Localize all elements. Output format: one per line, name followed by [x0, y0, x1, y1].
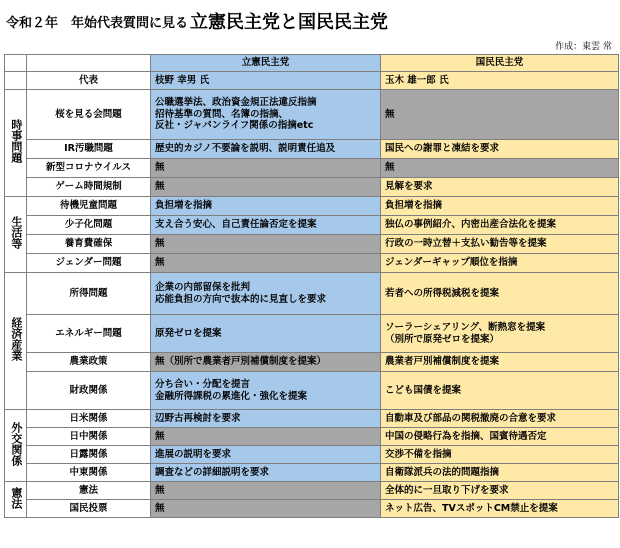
table-row	[5, 235, 619, 254]
group-blank-cell	[5, 72, 27, 90]
group-label-current-affairs	[5, 90, 27, 197]
cdp-cell: 無	[151, 254, 381, 273]
dpfp-cell-line: （別所で原発ゼロを提案）	[385, 333, 500, 345]
dpfp-cell: 自衛隊派兵の法的問題指摘	[381, 464, 619, 482]
dpfp-cell: 自動車及び部品の関税撤廃の合意を要求	[381, 410, 619, 428]
group-text: 外交関係	[9, 421, 23, 466]
topic-label: 新型コロナウイルス	[27, 159, 151, 178]
author-credit: 作成：東雲 常	[555, 42, 612, 52]
table-row	[5, 178, 619, 197]
dpfp-cell: 見解を要求	[381, 178, 619, 197]
header-dpfp: 国民民主党	[381, 55, 619, 72]
group-label-livelihood	[5, 197, 27, 273]
group-text: 時事問題	[9, 119, 23, 164]
comparison-table	[4, 54, 619, 518]
group-text: 憲法	[9, 486, 23, 509]
group-label-diplomacy	[5, 410, 27, 482]
dpfp-cell: 玉木 雄一郎 氏	[381, 72, 619, 90]
topic-label: 養育費確保	[27, 235, 151, 254]
group-text: 生活等	[9, 216, 23, 250]
dpfp-cell: 農業者戸別補償制度を提案	[381, 353, 619, 372]
cdp-cell: 無	[151, 428, 381, 446]
header-cdp: 立憲民主党	[151, 55, 381, 72]
cdp-cell-line: 分ち合い・分配を提言	[155, 378, 251, 390]
table-row	[5, 159, 619, 178]
cdp-cell-line: 応能負担の方向で抜本的に見直しを要求	[155, 293, 327, 305]
table-row	[5, 372, 619, 410]
cdp-cell: 支え合う安心、自己責任論否定を提案	[151, 216, 381, 235]
cdp-cell: 無	[151, 178, 381, 197]
topic-label: 日露関係	[27, 446, 151, 464]
topic-label: 桜を見る会問題	[27, 90, 151, 140]
cdp-cell: 原発ゼロを提案	[151, 315, 381, 353]
cdp-cell: 負担増を指摘	[151, 197, 381, 216]
topic-label: 国民投票	[27, 500, 151, 518]
cdp-cell-line: 企業の内部留保を批判	[155, 281, 251, 293]
topic-label: 代表	[27, 72, 151, 90]
dpfp-cell: 交渉不備を指摘	[381, 446, 619, 464]
table-row	[5, 446, 619, 464]
cdp-cell-line: 公職選挙法、政治資金規正法違反指摘	[155, 96, 317, 108]
topic-label: IR汚職問題	[27, 140, 151, 159]
cdp-cell: 無	[151, 500, 381, 518]
topic-label: 少子化問題	[27, 216, 151, 235]
table-row	[5, 482, 619, 500]
header-topic-cell	[27, 55, 151, 72]
table-row	[5, 315, 619, 353]
dpfp-cell: 若者への所得税減税を提案	[381, 273, 619, 315]
cdp-cell: 枝野 幸男 氏	[151, 72, 381, 90]
cdp-cell-line: 金融所得課税の累進化・強化を提案	[155, 390, 308, 402]
cdp-cell: 歴史的カジノ不要論を説明、説明責任追及	[151, 140, 381, 159]
dpfp-cell: 国民への謝罪と凍結を要求	[381, 140, 619, 159]
cdp-cell-line: 招待基準の質問、名簿の指摘、	[155, 108, 289, 120]
cdp-cell: 無	[151, 482, 381, 500]
dpfp-cell	[381, 315, 619, 353]
header-blank-cell	[5, 55, 27, 72]
topic-label: 農業政策	[27, 353, 151, 372]
table-row	[5, 72, 619, 90]
topic-label: 所得問題	[27, 273, 151, 315]
table-row	[5, 216, 619, 235]
cdp-cell: 無	[151, 159, 381, 178]
title-prefix: 令和２年 年始代表質問に見る	[6, 16, 189, 31]
dpfp-cell: 行政の一時立替＋支払い勧告等を提案	[381, 235, 619, 254]
dpfp-cell: 無	[381, 159, 619, 178]
topic-label: 日中関係	[27, 428, 151, 446]
topic-label: 待機児童問題	[27, 197, 151, 216]
dpfp-cell: 中国の侵略行為を指摘、国賓待遇否定	[381, 428, 619, 446]
table-row	[5, 500, 619, 518]
table-row	[5, 353, 619, 372]
cdp-cell: 辺野古再検討を要求	[151, 410, 381, 428]
cdp-cell: 無	[151, 235, 381, 254]
cdp-cell: 調査などの詳細説明を要求	[151, 464, 381, 482]
dpfp-cell: ジェンダーギャップ順位を指摘	[381, 254, 619, 273]
table-row	[5, 90, 619, 140]
topic-label: 日米関係	[27, 410, 151, 428]
table-row	[5, 140, 619, 159]
dpfp-cell: 負担増を指摘	[381, 197, 619, 216]
topic-label: 中東関係	[27, 464, 151, 482]
cdp-cell	[151, 372, 381, 410]
table-row	[5, 428, 619, 446]
cdp-cell: 無（別所で農業者戸別補償制度を提案）	[151, 353, 381, 372]
column-header-row	[5, 55, 619, 72]
topic-label: エネルギー問題	[27, 315, 151, 353]
topic-label: 財政関係	[27, 372, 151, 410]
cdp-cell	[151, 90, 381, 140]
title-main: 立憲民主党と国民民主党	[190, 12, 389, 33]
dpfp-cell: こども国債を提案	[381, 372, 619, 410]
topic-label: ゲーム時間規制	[27, 178, 151, 197]
table-row	[5, 197, 619, 216]
group-text: 経済産業	[9, 317, 23, 362]
dpfp-cell: 無	[381, 90, 619, 140]
page-title	[6, 4, 388, 34]
table-row	[5, 464, 619, 482]
table-row	[5, 273, 619, 315]
table-row	[5, 410, 619, 428]
dpfp-cell: ネット広告、TVスポットCM禁止を提案	[381, 500, 619, 518]
topic-label: ジェンダー問題	[27, 254, 151, 273]
group-label-constitution	[5, 482, 27, 518]
topic-label: 憲法	[27, 482, 151, 500]
cdp-cell-line: 反社・ジャパンライフ関係の指摘etc	[155, 120, 314, 132]
group-label-economy	[5, 273, 27, 410]
dpfp-cell: 独仏の事例紹介、内密出産合法化を提案	[381, 216, 619, 235]
dpfp-cell: 全体的に一旦取り下げを要求	[381, 482, 619, 500]
cdp-cell: 進展の説明を要求	[151, 446, 381, 464]
dpfp-cell-line: ソーラーシェアリング、断熱窓を提案	[385, 321, 546, 333]
cdp-cell	[151, 273, 381, 315]
table-row	[5, 254, 619, 273]
